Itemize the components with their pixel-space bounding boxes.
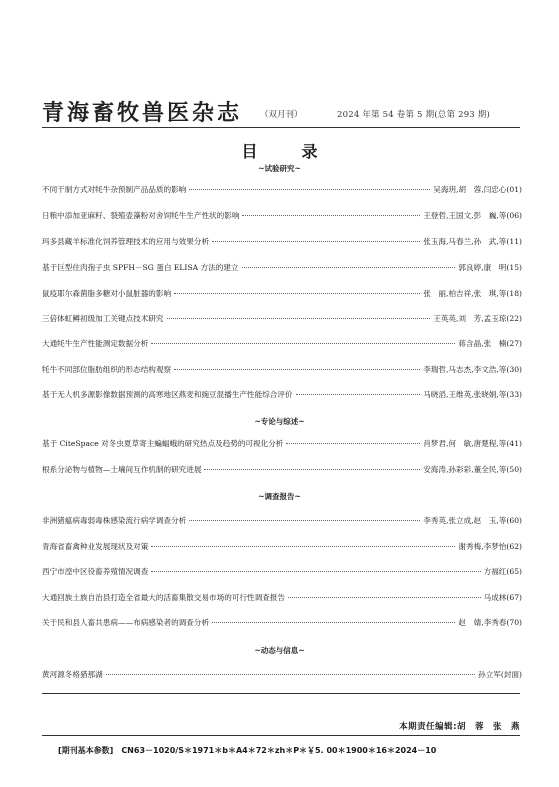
toc-entry[interactable] bbox=[42, 364, 522, 376]
params-label: [期刊基本参数] bbox=[58, 746, 114, 755]
toc-title: 目 录 bbox=[241, 142, 332, 161]
toc-entry[interactable] bbox=[42, 236, 522, 248]
responsible-editors: 本期责任编辑:胡 蓉 张 燕 bbox=[399, 722, 520, 732]
entry-title: 基于无人机多源影像数据预测的高寒地区燕麦和豌豆混播生产性能综合评价 bbox=[42, 390, 293, 399]
leader-dots bbox=[174, 292, 420, 294]
issue-info: 2024 年第 54 卷第 5 期(总第 293 期) bbox=[337, 110, 491, 120]
leader-dots bbox=[212, 621, 455, 623]
entry-authors-page: 方福红(65) bbox=[483, 567, 522, 576]
leader-dots bbox=[189, 519, 420, 521]
entry-authors-page: 蒋含晶,张 楠(27) bbox=[458, 339, 522, 348]
entry-title: 大通牦牛生产性能测定数据分析 bbox=[42, 339, 149, 348]
entry-title: 日粮中添加亚麻籽、裂殖壶藻粉对舍饲牦牛生产性状的影响 bbox=[42, 211, 240, 220]
entry-authors-page: 赵 婧,李秀春(70) bbox=[458, 618, 522, 627]
entry-title: 鼠疫耶尔森菌脂多糖对小鼠脏器的影响 bbox=[42, 289, 172, 298]
entry-title: 黄河源冬格猎那湖 bbox=[42, 670, 103, 679]
entry-title: 不同干制方式对牦牛杂预制产品品质的影响 bbox=[42, 185, 187, 194]
section-heading-review: ~专论与综述~ bbox=[254, 417, 305, 426]
journal-parameters bbox=[58, 745, 528, 756]
entry-authors-page: 孙立军(封面) bbox=[478, 670, 522, 679]
entry-authors-page: 张 丽,柏吉祥,张 琪,等(18) bbox=[423, 289, 522, 298]
entry-authors-page: 王英英,刘 芳,孟玉琼(22) bbox=[433, 314, 522, 323]
entry-title: 青海省畜禽种业发展现状及对策 bbox=[42, 542, 149, 551]
section-heading-news: ~动态与信息~ bbox=[254, 646, 305, 655]
toc-entry[interactable] bbox=[42, 541, 522, 553]
toc-entry[interactable] bbox=[42, 669, 522, 681]
entry-title: 基于巨型住肉孢子虫 SPFH－SG 蛋白 ELISA 方法的建立 bbox=[42, 263, 239, 272]
leader-dots bbox=[151, 570, 480, 572]
entry-authors-page: 郭良婷,康 明(15) bbox=[458, 263, 522, 272]
masthead bbox=[42, 96, 522, 126]
toc-entry[interactable] bbox=[42, 313, 522, 325]
entry-authors-page: 马成林(67) bbox=[483, 593, 522, 602]
entry-authors-page: 张玉海,马春兰,孙 武,等(11) bbox=[423, 237, 522, 246]
entry-title: 西宁市湟中区役畜养殖情况调查 bbox=[42, 567, 149, 576]
leader-dots bbox=[189, 188, 430, 190]
entry-authors-page: 李秀英,张立成,赵 玉,等(60) bbox=[423, 516, 522, 525]
leader-dots bbox=[174, 368, 420, 370]
entry-authors-page: 谢秀梅,李梦怡(62) bbox=[458, 542, 522, 551]
toc-entry[interactable] bbox=[42, 566, 522, 578]
entry-title: 关于民和县人畜共患病——布病感染者的调查分析 bbox=[42, 618, 210, 627]
toc-entry[interactable] bbox=[42, 262, 522, 274]
footer-rule bbox=[42, 693, 520, 694]
entry-authors-page: 王登哲,王国文,彭 巍,等(06) bbox=[423, 211, 522, 220]
header-rule bbox=[42, 127, 520, 128]
publication-frequency: （双月刊） bbox=[260, 110, 303, 120]
entry-title: 非洲猪瘟病毒弱毒株感染流行病学调查分析 bbox=[42, 516, 187, 525]
leader-dots bbox=[288, 596, 481, 598]
entry-authors-page: 李瑞哲,马志杰,李文浩,等(30) bbox=[423, 365, 522, 374]
toc-entry[interactable] bbox=[42, 184, 522, 196]
entry-title: 牦牛不同部位脂肪组织的形态结构观察 bbox=[42, 365, 172, 374]
leader-dots bbox=[286, 442, 420, 444]
section-heading-survey: ~调查报告~ bbox=[258, 492, 301, 501]
leader-dots bbox=[204, 468, 420, 470]
leader-dots bbox=[151, 342, 455, 344]
entry-authors-page: 安海涛,孙彩彩,董全民,等(50) bbox=[423, 465, 522, 474]
leader-dots bbox=[296, 393, 421, 395]
leader-dots bbox=[167, 317, 431, 319]
entry-authors-page: 马晓滔,王维英,张晓娟,等(33) bbox=[423, 390, 522, 399]
leader-dots bbox=[212, 240, 420, 242]
toc-entry[interactable] bbox=[42, 592, 522, 604]
journal-name: 青海畜牧兽医杂志 bbox=[42, 100, 243, 126]
leader-dots bbox=[106, 673, 475, 675]
entry-title: 根系分泌物与植物—土壤间互作机制的研究进展 bbox=[42, 465, 202, 474]
toc-entry[interactable] bbox=[42, 338, 522, 350]
params-value: CN63－1020/S＊1971＊b＊A4＊72＊zh＊P＊￥5. 00＊1900＊16＊2024－10 bbox=[121, 746, 437, 755]
section-heading-experimental: ~试验研究~ bbox=[258, 164, 301, 173]
toc-entry[interactable] bbox=[42, 617, 522, 629]
toc-entry[interactable] bbox=[42, 464, 522, 476]
entry-authors-page: 肖梦君,何 敏,唐楚程,等(41) bbox=[423, 439, 522, 448]
toc-entry[interactable] bbox=[42, 515, 522, 527]
toc-entry[interactable] bbox=[42, 210, 522, 222]
entry-title: 基于 CiteSpace 对冬虫夏草寄主蝙蝠蛾的研究热点及趋势的可视化分析 bbox=[42, 439, 284, 448]
leader-dots bbox=[242, 266, 456, 268]
toc-entry[interactable] bbox=[42, 389, 522, 401]
toc-entry[interactable] bbox=[42, 438, 522, 450]
params-rule bbox=[42, 735, 520, 736]
toc-entry[interactable] bbox=[42, 288, 522, 300]
entry-title: 大通回族土族自治县打造全省最大的活畜集散交易市场的可行性调查报告 bbox=[42, 593, 285, 602]
entry-title: 三倍体虹鳟初级加工关键点技术研究 bbox=[42, 314, 164, 323]
leader-dots bbox=[242, 214, 420, 216]
entry-title: 玛多县藏羊标准化饲养管理技术的应用与效果分析 bbox=[42, 237, 210, 246]
entry-authors-page: 吴海玥,胡 蓉,闫忠心(01) bbox=[433, 185, 522, 194]
leader-dots bbox=[151, 545, 455, 547]
